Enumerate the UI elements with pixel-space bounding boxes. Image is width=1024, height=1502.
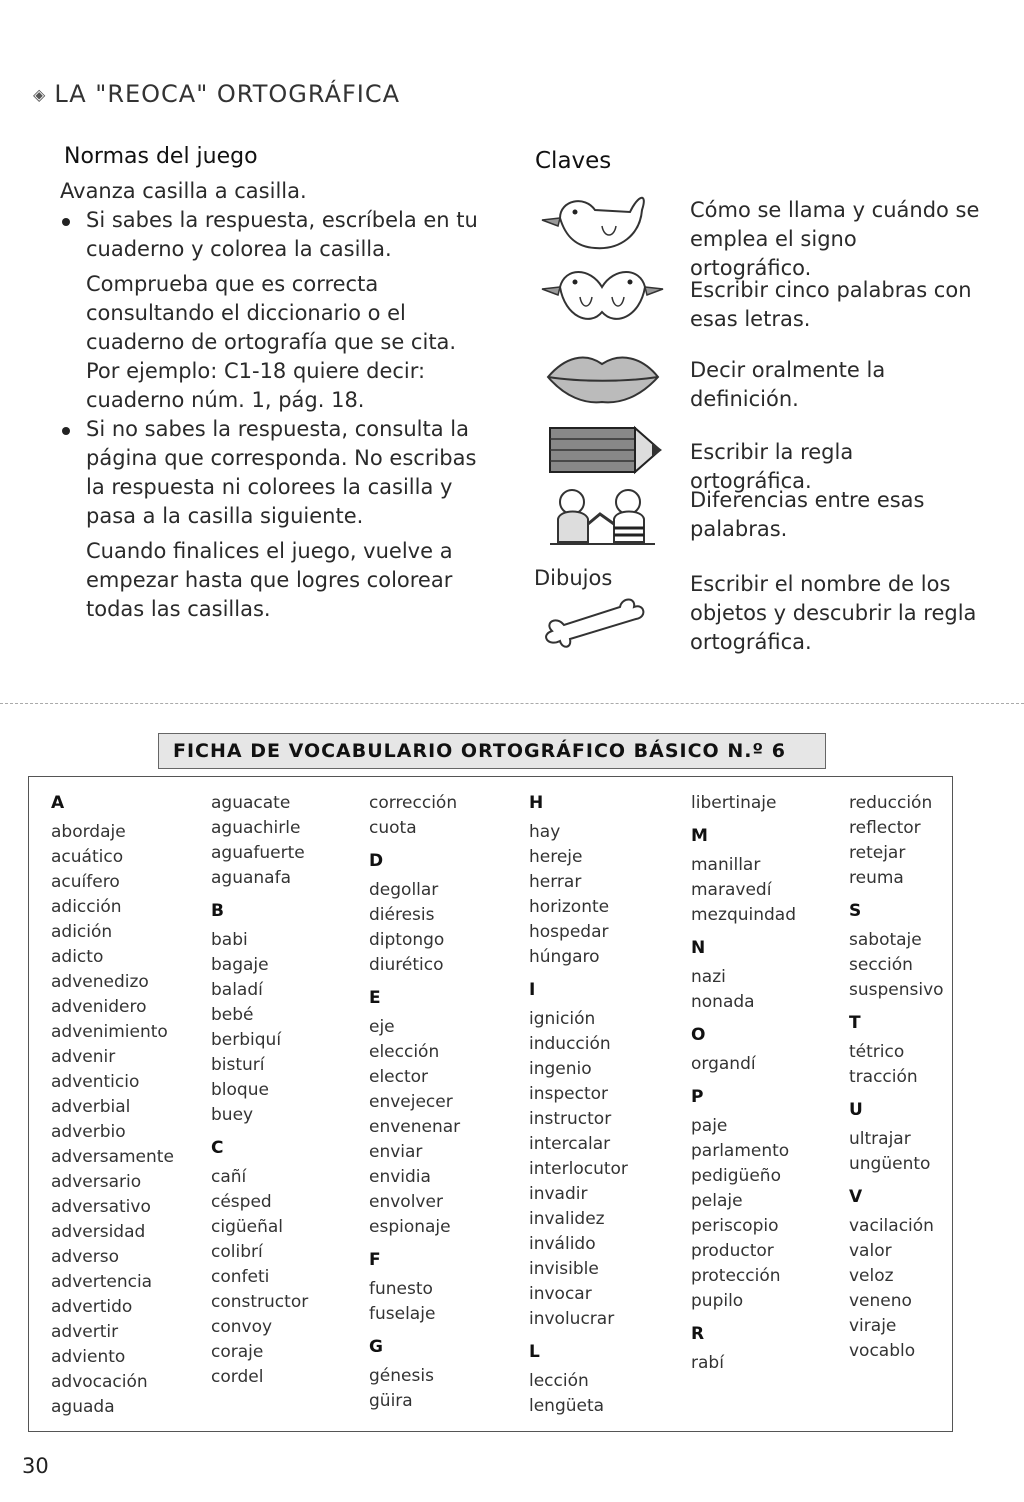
vocab-word: espionaje [369,1217,451,1237]
rules-bullet-1-extra: Comprueba que es correcta consultando el diccionario o el cuaderno de ortografía que se cita. Por ejemplo: C1-18 quiere decir: cuaderno núm. 1, pág. 18. [86,272,457,412]
vocab-word: reducción [849,793,933,813]
vocab-word: convoy [211,1317,273,1337]
vocab-word: manillar [691,855,761,875]
vocab-letter-heading: B [211,901,224,921]
vocab-word: húngaro [529,947,600,967]
vocab-word: sabotaje [849,930,922,950]
vocab-word: envolver [369,1192,443,1212]
vocab-word: corrección [369,793,458,813]
clave-text-pencil: Escribir la regla ortográfica. [690,440,854,493]
vocab-word: aguada [51,1397,115,1417]
lips-icon [530,342,675,412]
vocab-word: adviento [51,1347,126,1367]
vocab-word: nazi [691,967,726,987]
vocab-word: degollar [369,880,439,900]
vocab-word: involucrar [529,1309,615,1329]
vocab-word: acuático [51,847,124,867]
vocab-letter-heading: V [849,1187,863,1207]
vocab-word: colibrí [211,1242,263,1262]
vocab-word: mezquindad [691,905,797,925]
vocab-word: reuma [849,868,904,888]
vocab-table [28,776,953,1432]
vocab-word: horizonte [529,897,610,917]
vocab-word: confeti [211,1267,270,1287]
vocab-word: veloz [849,1266,894,1286]
vocab-letter-heading: G [369,1337,383,1357]
vocab-column-1 [51,791,174,1420]
vocab-word: tétrico [849,1042,905,1062]
clave-row-duck [530,190,990,280]
vocab-word: intercalar [529,1134,611,1154]
vocab-word: inválido [529,1234,596,1254]
vocab-word: adicto [51,947,104,967]
vocab-letter-heading: T [849,1013,861,1033]
vocab-word: elector [369,1067,429,1087]
vocab-word: elección [369,1042,440,1062]
vocab-letter-heading: P [691,1087,704,1107]
vocab-word: advenidero [51,997,147,1017]
vocab-word: adverso [51,1247,119,1267]
vocab-word: adición [51,922,113,942]
vocab-word: cordel [211,1367,264,1387]
vocab-word: güira [369,1391,413,1411]
game-rules [60,142,485,624]
vocab-column-4 [529,791,628,1419]
vocab-word: aguacate [211,793,291,813]
clave-row-lips [530,342,990,412]
rules-closing: Cuando finalices el juego, vuelve a empezar hasta que logres colorear todas las casillas. [86,539,453,621]
vocab-word: diéresis [369,905,435,925]
vocab-word: nonada [691,992,755,1012]
vocab-word: envejecer [369,1092,453,1112]
vocab-word: bagaje [211,955,269,975]
vocab-word: hospedar [529,922,609,942]
vocab-word: herrar [529,872,582,892]
vocab-word: adicción [51,897,122,917]
vocab-word: libertinaje [691,793,777,813]
vocab-word: advenimiento [51,1022,168,1042]
clave-text-arm-wrestling: Diferencias entre esas palabras. [690,488,925,541]
vocab-word: envidia [369,1167,431,1187]
clave-row-two-ducks [530,262,990,332]
vocab-word: envenenar [369,1117,461,1137]
vocab-word: adversario [51,1172,142,1192]
vocab-word: organdí [691,1054,756,1074]
vocab-word: invalidez [529,1209,605,1229]
page-number: 30 [22,1454,49,1478]
clave-text-dibujos: Escribir el nombre de los objetos y descubrir la regla ortográfica. [690,572,977,654]
vocab-letter-heading: I [529,980,536,1000]
vocab-word: vacilación [849,1216,934,1236]
vocab-letter-heading: E [369,988,381,1008]
vocab-sheet-title: FICHA DE VOCABULARIO ORTOGRÁFICO BÁSICO N.º 6 [158,733,826,769]
rules-bullet-2: Si no sabes la respuesta, consulta la página que corresponda. No escribas la respuesta ni colorees la casilla y pasa a la casilla siguiente. [60,415,485,531]
vocab-word: invadir [529,1184,588,1204]
vocab-word: advocación [51,1372,148,1392]
vocab-word: aguafuerte [211,843,305,863]
vocab-letter-heading: C [211,1138,224,1158]
vocab-word: tracción [849,1067,918,1087]
vocab-word: génesis [369,1366,434,1386]
vocab-letter-heading: A [51,793,65,813]
vocab-letter-heading: O [691,1025,706,1045]
vocab-column-6 [849,791,944,1364]
section-heading [33,80,400,108]
vocab-word: lección [529,1371,589,1391]
pencil-icon [530,420,675,490]
vocab-word: vocablo [849,1341,916,1361]
clave-row-dibujos [530,566,990,661]
vocab-word: sección [849,955,913,975]
section-divider [0,703,1024,704]
vocab-word: veneno [849,1291,912,1311]
vocab-word: constructor [211,1292,309,1312]
vocab-word: protección [691,1266,781,1286]
duck-icon [530,190,675,260]
clave-text-two-ducks: Escribir cinco palabras con esas letras. [690,278,972,331]
vocab-word: adversamente [51,1147,174,1167]
rules-intro: Avanza casilla a casilla. [60,179,307,203]
vocab-word: invisible [529,1259,599,1279]
vocab-word: ultrajar [849,1129,911,1149]
vocab-word: ignición [529,1009,596,1029]
vocab-word: invocar [529,1284,592,1304]
vocab-letter-heading: D [369,851,384,871]
vocab-word: rabí [691,1353,724,1373]
vocab-word: adversidad [51,1222,146,1242]
vocab-letter-heading: M [691,826,708,846]
vocab-word: césped [211,1192,272,1212]
vocab-word: hereje [529,847,583,867]
vocab-word: bloque [211,1080,269,1100]
vocab-word: suspensivo [849,980,944,1000]
arm-wrestling-icon [530,484,675,554]
clave-row-pencil [530,420,990,493]
vocab-letter-heading: S [849,901,862,921]
rules-bullet-1: Si sabes la respuesta, escríbela en tu cuaderno y colorea la casilla. [60,206,485,264]
vocab-word: maravedí [691,880,772,900]
vocab-word: adventicio [51,1072,140,1092]
vocab-letter-heading: L [529,1342,540,1362]
vocab-word: aguachirle [211,818,301,838]
vocab-word: ungüento [849,1154,931,1174]
vocab-letter-heading: N [691,938,706,958]
vocab-word: pupilo [691,1291,744,1311]
vocab-letter-heading: H [529,793,544,813]
clave-text-duck: Cómo se llama y cuándo se emplea el signo ortográfico. [690,198,980,280]
vocab-word: paje [691,1116,728,1136]
vocab-word: enviar [369,1142,423,1162]
rules-title: Normas del juego [64,144,258,169]
vocab-letter-heading: F [369,1250,381,1270]
vocab-word: diurético [369,955,444,975]
dibujos-label: Dibujos [534,566,613,590]
vocab-letter-heading: R [691,1324,705,1344]
vocab-word: pedigüeño [691,1166,781,1186]
vocab-word: bisturí [211,1055,265,1075]
vocab-word: funesto [369,1279,433,1299]
vocab-word: adversativo [51,1197,151,1217]
vocab-word: abordaje [51,822,126,842]
vocab-word: advertido [51,1297,133,1317]
section-heading-text: LA "REOCA" ORTOGRÁFICA [54,80,401,108]
vocab-word: acuífero [51,872,120,892]
vocab-word: ingenio [529,1059,592,1079]
vocab-word: cigüeñal [211,1217,284,1237]
vocab-word: lengüeta [529,1396,605,1416]
vocab-word: inducción [529,1034,611,1054]
vocab-word: babi [211,930,248,950]
vocab-letter-heading: U [849,1100,863,1120]
vocab-word: hay [529,822,561,842]
clave-row-arm-wrestling [530,484,990,554]
vocab-word: advertencia [51,1272,153,1292]
diamond-bullet-icon: ◈ [33,84,47,104]
vocab-word: cañí [211,1167,247,1187]
vocab-word: viraje [849,1316,897,1336]
two-ducks-icon [530,262,675,332]
clave-text-lips: Decir oralmente la definición. [690,358,886,411]
vocab-word: bebé [211,1005,254,1025]
vocab-word: reflector [849,818,921,838]
vocab-word: eje [369,1017,395,1037]
vocab-word: valor [849,1241,892,1261]
vocab-word: inspector [529,1084,609,1104]
vocab-word: berbiquí [211,1030,282,1050]
vocab-word: diptongo [369,930,445,950]
vocab-word: fuselaje [369,1304,436,1324]
vocab-word: coraje [211,1342,264,1362]
vocab-word: advenir [51,1047,116,1067]
vocab-column-5 [691,791,796,1376]
vocab-word: productor [691,1241,774,1261]
vocab-word: interlocutor [529,1159,628,1179]
vocab-word: pelaje [691,1191,743,1211]
vocab-word: buey [211,1105,254,1125]
vocab-column-2 [211,791,308,1390]
vocab-word: advenedizo [51,972,149,992]
vocab-word: aguanafa [211,868,291,888]
vocab-word: instructor [529,1109,612,1129]
vocab-word: adverbio [51,1122,126,1142]
vocab-word: baladí [211,980,263,1000]
vocab-word: advertir [51,1322,119,1342]
claves-title: Claves [535,148,612,174]
vocab-word: retejar [849,843,906,863]
vocab-word: cuota [369,818,417,838]
bone-icon [530,591,675,661]
vocab-word: parlamento [691,1141,790,1161]
vocab-column-3 [369,791,460,1414]
vocab-word: periscopio [691,1216,779,1236]
vocab-word: adverbial [51,1097,131,1117]
